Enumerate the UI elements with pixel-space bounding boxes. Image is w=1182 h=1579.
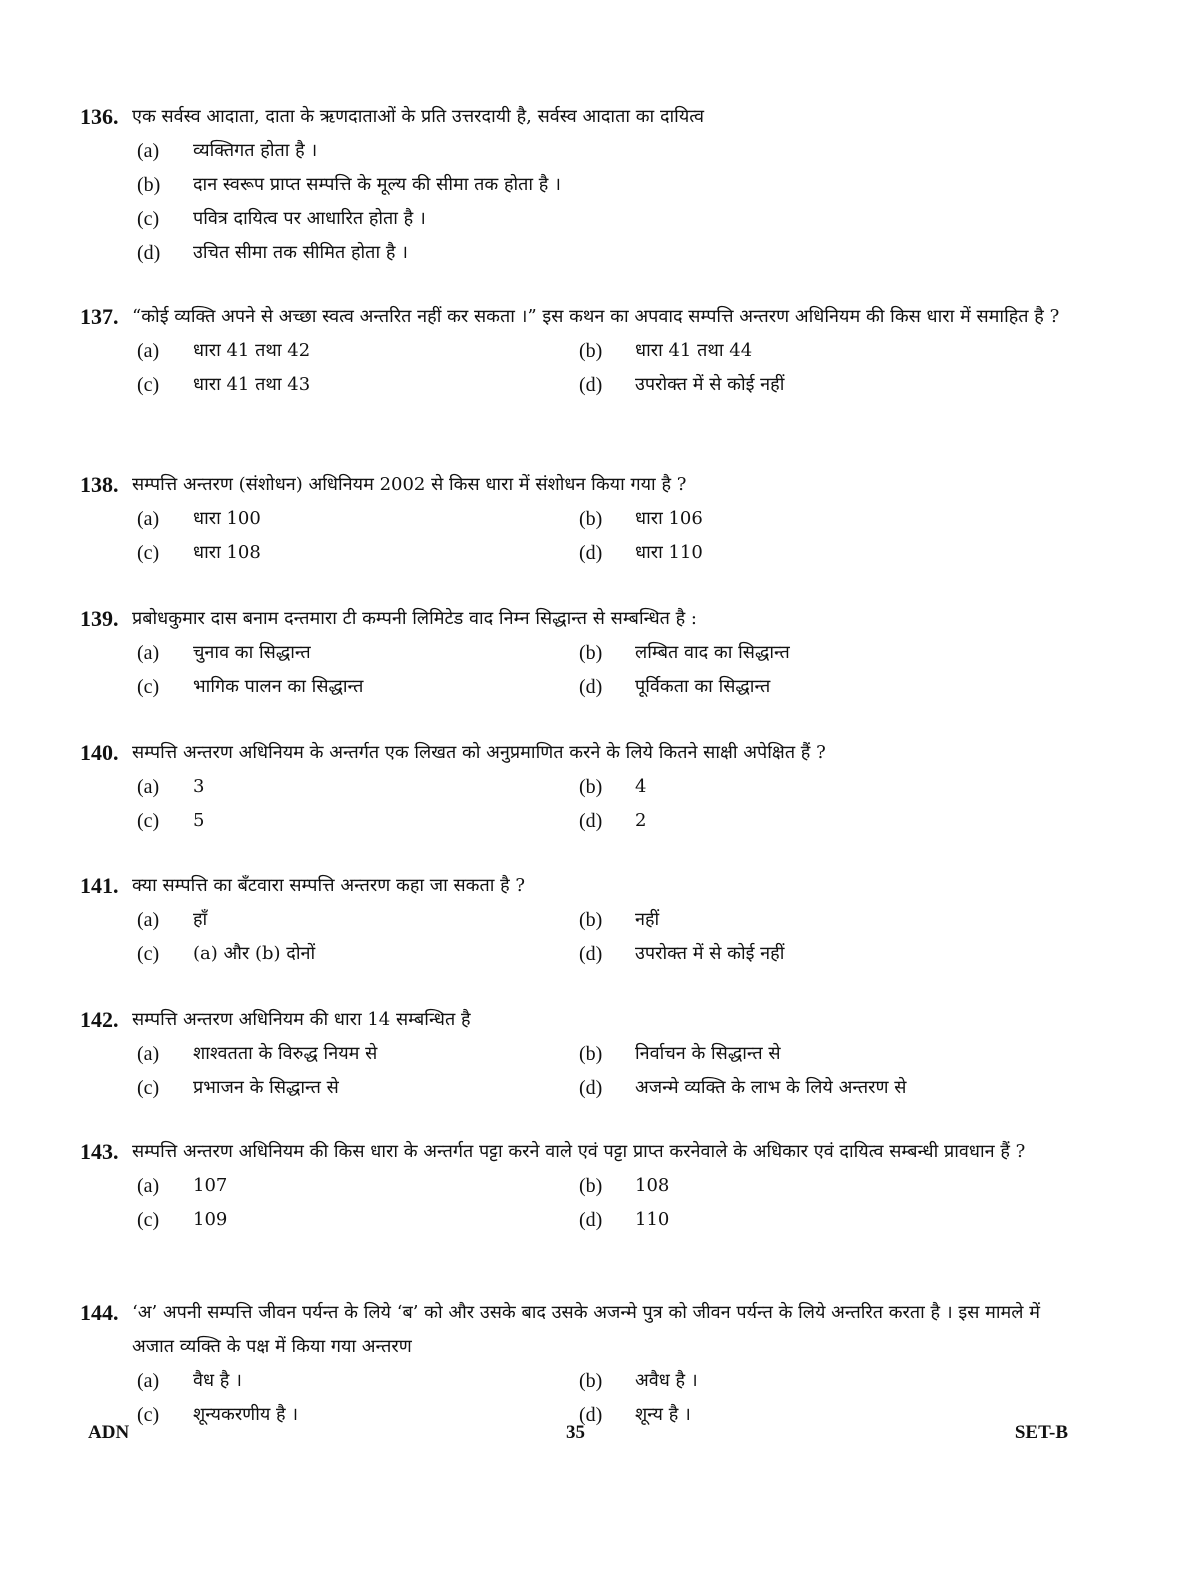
option-d: (d) अजन्मे व्यक्ति के लाभ के लिये अन्तरण से [579, 1077, 907, 1099]
options-grid [137, 636, 1080, 704]
options-list [137, 134, 1080, 270]
option-a: (a) वैध है । [137, 1370, 242, 1392]
question-137 [80, 300, 1080, 402]
question-140 [80, 736, 1080, 838]
set-label: SET-B [1014, 1422, 1068, 1443]
option-d: (d) धारा 110 [579, 542, 703, 564]
option-b: (b) दान स्वरूप प्राप्त सम्पत्ति के मूल्य की सीमा तक होता है । [137, 174, 561, 196]
option-c: (c) शून्यकरणीय है । [137, 1404, 299, 1426]
question-text: “कोई व्यक्ति अपने से अच्छा स्वत्व अन्तरित नहीं कर सकता ।” इस कथन का अपवाद सम्पत्ति अन्तरण अधिनियम की किस धारा में समाहित है ? [132, 306, 1060, 327]
options-grid [137, 1169, 1080, 1237]
question-text: सम्पत्ति अन्तरण अधिनियम की धारा 14 सम्बन्धित है [132, 1009, 471, 1030]
question-142 [80, 1003, 1080, 1105]
option-a: (a) चुनाव का सिद्धान्त [137, 642, 311, 664]
question-number: 138. [80, 472, 119, 497]
question-number: 143. [80, 1139, 119, 1164]
option-d: (d) उपरोक्त में से कोई नहीं [579, 943, 785, 965]
options-grid [137, 1037, 1080, 1105]
option-a: (a) शाश्वतता के विरुद्ध नियम से [137, 1043, 378, 1065]
question-text: ‘अ’ अपनी सम्पत्ति जीवन पर्यन्त के लिये ‘ब’ को और उसके बाद उसके अजन्मे पुत्र को जीवन पर्यन्त के लिये अन्तरित करता है । इस मामले में अजात व्यक्ति के पक्ष में किया गया अन्तरण [132, 1302, 1040, 1357]
options-grid [137, 334, 1080, 402]
question-text: प्रबोधकुमार दास बनाम दन्तमारा टी कम्पनी लिमिटेड वाद निम्न सिद्धान्त से सम्बन्धित है : [132, 608, 697, 629]
option-a: (a) 107 [137, 1175, 228, 1197]
option-b: (b) 108 [579, 1175, 670, 1197]
page-number: 35 [566, 1422, 585, 1443]
option-a: (a) व्यक्तिगत होता है । [137, 140, 318, 162]
option-d: (d) उचित सीमा तक सीमित होता है । [137, 242, 408, 264]
question-number: 139. [80, 606, 119, 631]
option-d: (d) 110 [579, 1209, 670, 1231]
option-b: (b) अवैध है । [579, 1370, 698, 1392]
option-c: (c) धारा 108 [137, 542, 261, 564]
option-b: (b) नहीं [579, 909, 660, 931]
options-grid [137, 903, 1080, 971]
question-141 [80, 869, 1080, 971]
option-d: (d) शून्य है । [579, 1404, 691, 1426]
question-text: सम्पत्ति अन्तरण (संशोधन) अधिनियम 2002 से किस धारा में संशोधन किया गया है ? [132, 474, 687, 495]
question-text: एक सर्वस्व आदाता, दाता के ऋणदाताओं के प्रति उत्तरदायी है, सर्वस्व आदाता का दायित्व [132, 106, 705, 127]
question-144 [80, 1296, 1080, 1432]
footer-code: ADN [88, 1422, 130, 1443]
question-138 [80, 468, 1080, 570]
question-number: 137. [80, 304, 119, 329]
option-c: (c) (a) और (b) दोनों [137, 943, 316, 965]
question-text: सम्पत्ति अन्तरण अधिनियम की किस धारा के अन्तर्गत पट्टा करने वाले एवं पट्टा प्राप्त करनेवाले के अधिकार एवं दायित्व सम्बन्धी प्रावधान हैं ? [132, 1141, 1026, 1162]
option-c: (c) भागिक पालन का सिद्धान्त [137, 676, 364, 698]
question-number: 136. [80, 104, 119, 129]
option-c: (c) पवित्र दायित्व पर आधारित होता है । [137, 208, 426, 230]
option-a: (a) 3 [137, 776, 205, 798]
question-number: 140. [80, 740, 119, 765]
option-b: (b) धारा 106 [579, 508, 703, 530]
option-d: (d) 2 [579, 810, 647, 832]
option-b: (b) 4 [579, 776, 647, 798]
option-a: (a) धारा 100 [137, 508, 261, 530]
question-text: सम्पत्ति अन्तरण अधिनियम के अन्तर्गत एक लिखत को अनुप्रमाणित करने के लिये कितने साक्षी अपेक्षित हैं ? [132, 742, 826, 763]
option-d: (d) पूर्विकता का सिद्धान्त [579, 676, 771, 698]
option-c: (c) धारा 41 तथा 43 [137, 374, 311, 396]
option-c: (c) 5 [137, 810, 205, 832]
option-b: (b) लम्बित वाद का सिद्धान्त [579, 642, 790, 664]
option-c: (c) प्रभाजन के सिद्धान्त से [137, 1077, 339, 1099]
option-d: (d) उपरोक्त में से कोई नहीं [579, 374, 785, 396]
option-b: (b) धारा 41 तथा 44 [579, 340, 753, 362]
option-b: (b) निर्वाचन के सिद्धान्त से [579, 1043, 781, 1065]
question-text: क्या सम्पत्ति का बँटवारा सम्पत्ति अन्तरण कहा जा सकता है ? [132, 875, 526, 896]
option-a: (a) धारा 41 तथा 42 [137, 340, 311, 362]
question-number: 142. [80, 1007, 119, 1032]
page-footer [88, 1422, 1068, 1452]
question-number: 144. [80, 1300, 119, 1325]
question-136 [80, 100, 1080, 270]
question-143 [80, 1135, 1080, 1237]
question-number: 141. [80, 873, 119, 898]
options-grid [137, 502, 1080, 570]
question-139 [80, 602, 1080, 704]
options-grid [137, 770, 1080, 838]
option-c: (c) 109 [137, 1209, 228, 1231]
option-a: (a) हाँ [137, 909, 208, 931]
